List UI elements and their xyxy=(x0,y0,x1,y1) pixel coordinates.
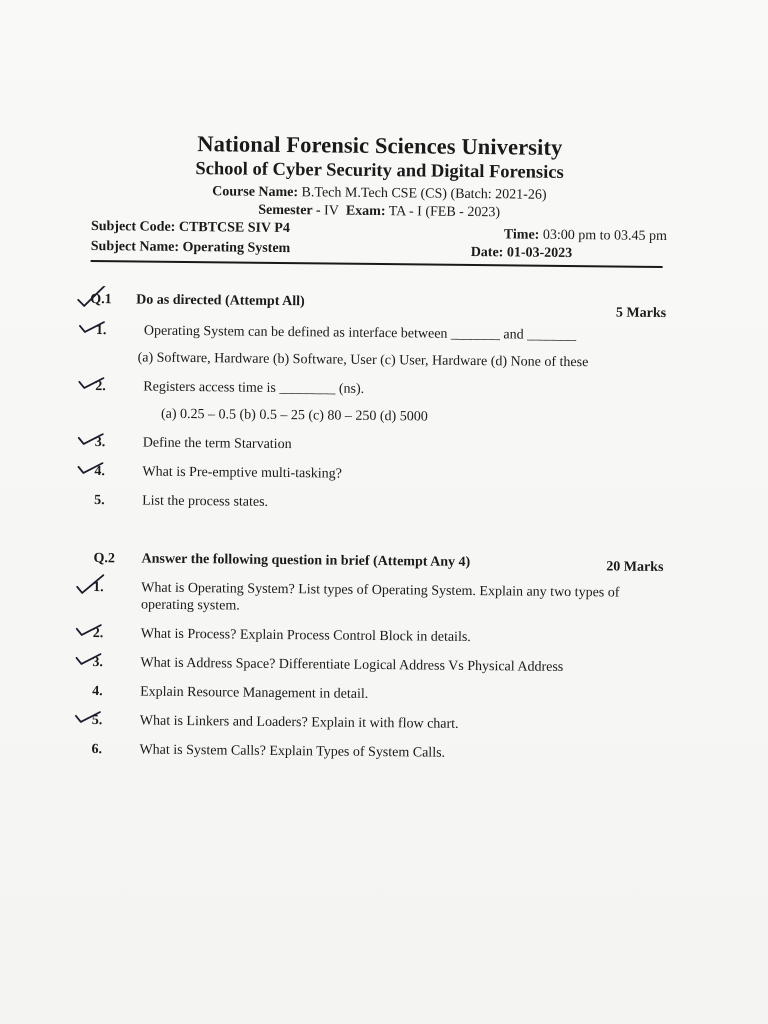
subject-code xyxy=(91,219,290,241)
q1-item-text: Registers access time is ________ (ns). xyxy=(143,379,365,397)
q2-item-number: 2. xyxy=(92,626,104,642)
q2-item xyxy=(85,741,661,764)
time-value: 03:00 pm to 03.45 pm xyxy=(542,227,667,245)
question-2 xyxy=(85,551,663,764)
course-label: Course Name: xyxy=(212,184,299,201)
question-1 xyxy=(88,292,666,515)
q1-item-text: Operating System can be defined as interface between _______ and _______ xyxy=(143,323,577,344)
course-value: B.Tech M.Tech CSE (CS) (Batch: 2021-26) xyxy=(301,185,547,203)
q2-item-number: 3. xyxy=(92,655,104,671)
question-sheet xyxy=(85,130,668,764)
q1-item-number: 5. xyxy=(94,493,105,509)
q1-heading xyxy=(90,291,667,322)
subject-name xyxy=(91,239,291,259)
q1-item xyxy=(89,434,665,457)
q1-item xyxy=(90,322,666,345)
q2-item xyxy=(87,579,663,619)
q1-options-1: (a) Software, Hardware (b) Software, User (c) User, Hardware (d) None of these xyxy=(137,350,589,371)
q2-item xyxy=(87,625,663,648)
q1-number: Q.1 xyxy=(90,291,112,308)
q2-item-text: What is Process? Explain Process Control Block in details. xyxy=(140,626,471,645)
q2-item-number: 6. xyxy=(91,742,103,758)
date-label: Date: xyxy=(470,244,504,261)
q1-item-number: 2. xyxy=(95,379,106,395)
q1-item xyxy=(88,492,664,515)
school-name: School of Cyber Security and Digital Forensics xyxy=(195,159,564,183)
q1-item xyxy=(89,378,665,401)
q2-item-text: What is System Calls? Explain Types of System Calls. xyxy=(139,742,446,761)
q2-item-text: What is Linkers and Loaders? Explain it with flow chart. xyxy=(139,713,459,732)
q2-item xyxy=(86,654,662,677)
q2-item-number: 5. xyxy=(91,713,103,729)
university-name: National Forensic Sciences University xyxy=(197,131,563,160)
q2-item-text: Explain Resource Management in detail. xyxy=(140,684,369,702)
exam-time xyxy=(504,227,667,245)
subject-name-label: Subject Name: xyxy=(90,238,180,255)
q2-item-text: What is Address Space? Differentiate Logical Address Vs Physical Address xyxy=(140,655,564,675)
q2-item-number: 1. xyxy=(93,580,104,596)
q1-options-2: (a) 0.25 – 0.5 (b) 0.5 – 25 (c) 80 – 250 (d) 5000 xyxy=(160,406,428,425)
exam-value: TA - I (FEB - 2023) xyxy=(388,204,501,221)
semester-label: Semester - xyxy=(258,202,321,219)
semester-value: IV xyxy=(324,203,339,219)
q1-item-text: List the process states. xyxy=(142,493,269,510)
q2-item xyxy=(86,683,662,706)
subject-name-value: Operating System xyxy=(182,239,291,257)
q2-item-number: 4. xyxy=(92,684,103,700)
q2-heading xyxy=(87,551,664,576)
q1-item-text: Define the term Starvation xyxy=(142,435,292,453)
q1-title: Do as directed (Attempt All) xyxy=(136,292,305,310)
exam-label: Exam: xyxy=(345,203,386,220)
q2-title: Answer the following question in brief (Attempt Any 4) xyxy=(141,551,471,570)
q1-item xyxy=(88,463,664,486)
q1-item-number: 4. xyxy=(94,464,106,480)
q2-number: Q.2 xyxy=(93,551,115,567)
exam-date xyxy=(471,245,667,263)
paper-header xyxy=(91,130,668,224)
q1-item-number: 3. xyxy=(94,435,106,451)
q2-marks: 20 Marks xyxy=(606,559,664,576)
time-label: Time: xyxy=(503,227,540,243)
q2-item-text: What is Operating System? List types of Operating System. Explain any two types of operating system. xyxy=(140,580,620,614)
subject-code-value: CTBTCSE SIV P4 xyxy=(178,219,290,237)
q1-item-text: What is Pre-emptive multi-tasking? xyxy=(142,464,342,482)
subject-code-label: Subject Code: xyxy=(90,218,176,235)
q1-item-number: 1. xyxy=(95,323,107,339)
date-value: 01-03-2023 xyxy=(506,245,573,262)
q1-marks: 5 Marks xyxy=(615,305,667,322)
q2-item xyxy=(86,712,662,735)
